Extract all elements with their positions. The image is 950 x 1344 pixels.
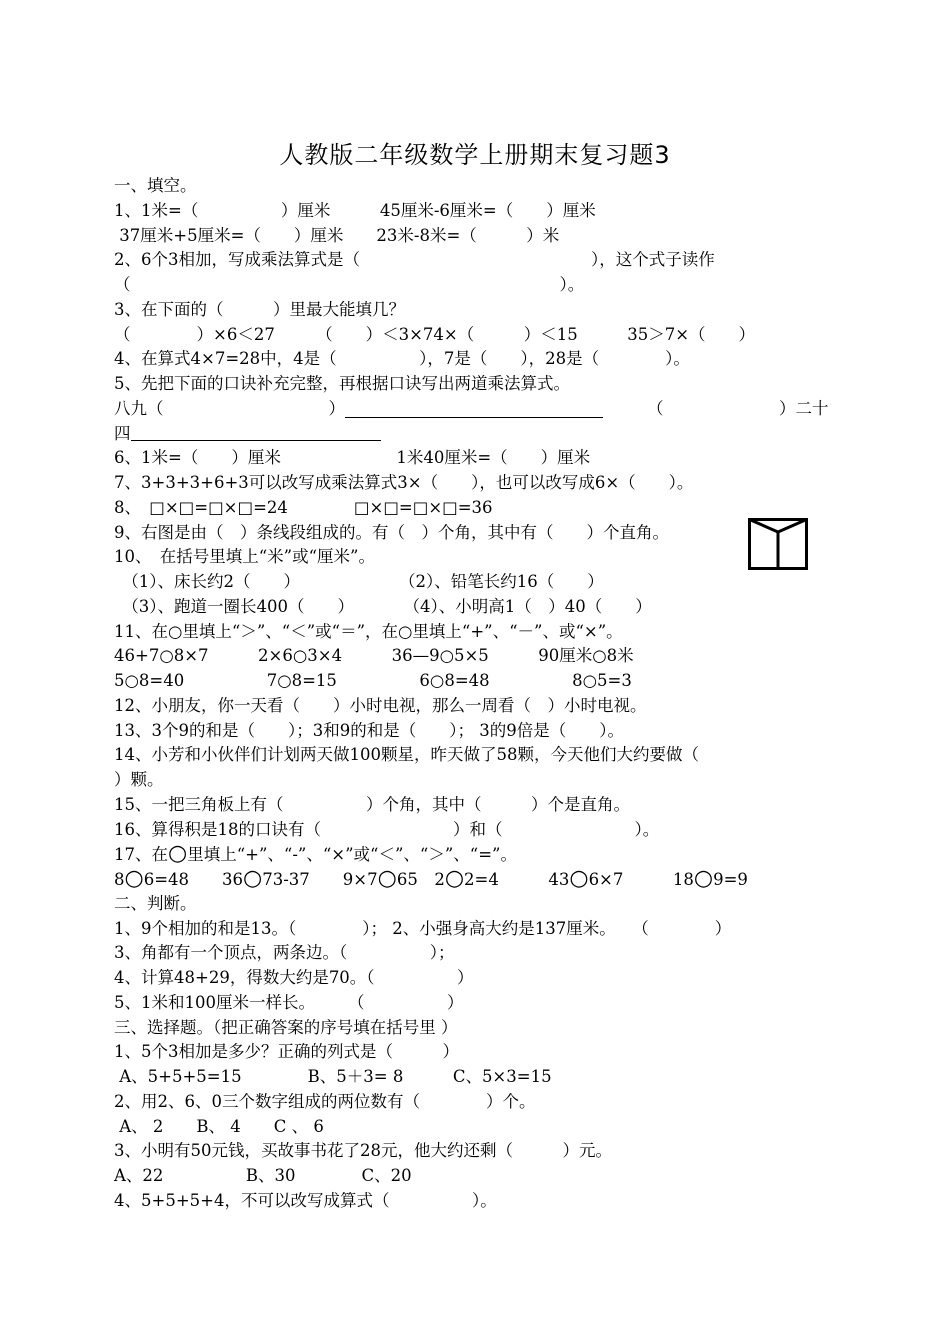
question-line [114, 199, 844, 224]
line-text: （1）、床长约2（ ） （2）、铅笔长约16（ ） [114, 572, 604, 591]
circle-symbol: ○ [124, 866, 144, 891]
line-text: 7、3+3+3+6+3可以改写成乘法算式3×（ ），也可以改写成6×（ ）。 [114, 473, 694, 492]
question-line [114, 496, 844, 521]
question-line [114, 743, 844, 768]
line-text: 6、1米=（ ）厘米 1米40厘米=（ ）厘米 [114, 448, 591, 468]
question-line [114, 991, 844, 1016]
line-text: A、 2 B、 4 C 、 6 [114, 1116, 324, 1136]
line-text: 9=9 [713, 870, 748, 889]
question-line [114, 521, 844, 546]
question-line [114, 966, 844, 991]
question-line [114, 570, 844, 595]
line-text: A、22 B、30 C、20 [114, 1166, 412, 1185]
line-text: 2、6个3相加，写成乘法算式是（ ），这个式子读作 [114, 250, 715, 270]
line-text: 9、右图是由（ ）条线段组成的。有（ ）个角，其中有（ ）个直角。 [114, 522, 669, 542]
circle-symbol: ○ [168, 841, 188, 867]
question-line [114, 1139, 844, 1164]
line-text: 46+7○8×7 2×6○3×4 36—9○5×5 90厘米○8米 [114, 646, 634, 666]
question-line [114, 719, 844, 744]
circle-symbol: ○ [444, 866, 465, 891]
question-line [114, 422, 844, 447]
question-line [114, 323, 844, 348]
line-text: 1、5个3相加是多少？正确的列式是（ ） [114, 1042, 459, 1062]
question-line [114, 1090, 844, 1115]
line-text: 5○8=40 7○8=15 6○8=48 8○5=3 [114, 671, 632, 690]
question-line [114, 818, 844, 843]
line-text: 3、小明有50元钱，买故事书花了28元，他大约还剩（ ）元。 [114, 1141, 612, 1161]
line-text: 2、用2、6、0三个数字组成的两位数有（ ）个。 [114, 1091, 536, 1111]
line-text: 11、在○里填上“＞”、“＜”或“＝”，在○里填上“+”、“－”、或“×”。 [114, 621, 623, 641]
line-text: 8 [114, 870, 125, 889]
line-text: 4、在算式4×7=28中，4是（ ），7是（ ），28是（ ）。 [114, 349, 690, 369]
question-line [114, 1115, 844, 1140]
line-text: 37厘米+5厘米=（ ）厘米 23米-8米=（ ）米 [114, 225, 560, 245]
question-line [114, 471, 844, 496]
question-line [114, 694, 844, 719]
question-line [114, 224, 844, 249]
line-text: 8、 □×□=□×□=24 □×□=□×□=36 [114, 497, 493, 517]
line-text: 10、 在括号里填上“米”或“厘米”。 [114, 547, 375, 567]
question-line [114, 347, 844, 372]
line-text: 73-37 9×7 [262, 870, 378, 889]
line-text: 八九（ ） [114, 398, 345, 418]
question-line [114, 768, 844, 793]
question-line [114, 545, 844, 570]
question-line [114, 446, 844, 471]
line-text: 12、小朋友，你一天看（ ）小时电视，那么一周看（ ）小时电视。 [114, 695, 647, 715]
question-line [114, 941, 844, 966]
line-text: 6×7 18 [588, 870, 694, 889]
line-text: 6=48 36 [143, 870, 244, 889]
page-title: 人教版二年级数学上册期末复习题3 [279, 141, 671, 169]
line-text: 1、1米=（ ）厘米 45厘米-6厘米=（ ）厘米 [114, 200, 596, 220]
circle-symbol: ○ [377, 866, 397, 891]
line-text: ）颗。 [114, 770, 164, 789]
question-line [114, 174, 844, 199]
question-line [114, 620, 844, 645]
answer-blank [345, 399, 603, 418]
line-text: 5、1米和100厘米一样长。 （ ） [114, 992, 464, 1012]
line-text: 17、在 [114, 845, 168, 865]
question-line [114, 1065, 844, 1090]
line-text: 5、先把下面的口诀补充完整，再根据口诀写出两道乘法算式。 [114, 374, 570, 393]
line-text: （ ）二十 [647, 398, 829, 418]
question-line [114, 669, 844, 694]
line-text: 一、填空。 [114, 176, 197, 195]
line-text: 4、5+5+5+4，不可以改写成算式（ ）。 [114, 1190, 497, 1210]
question-line [114, 273, 844, 298]
line-text: 3、角都有一个顶点，两条边。（ ）； [114, 943, 455, 963]
question-line [114, 842, 844, 867]
line-text: （ ）×6＜27 （ ）＜3×74×（ ）＜15 35＞7×（ ） [114, 324, 756, 344]
line-text: 里填上“+”、“-”、“×”或“＜”、“＞”、“=”。 [187, 845, 517, 865]
line-text: 4、计算48+29，得数大约是70。（ ） [114, 968, 474, 987]
line-text: （ ）。 [114, 275, 585, 294]
question-line [114, 372, 844, 397]
line-text: 13、3个9的和是（ ）；3和9的和是（ ）； 3的9倍是（ ）。 [114, 720, 624, 740]
answer-blank [131, 422, 381, 441]
line-text: A、5+5+5=15 B、5＋3= 8 C、5×3=15 [114, 1067, 552, 1086]
line-text: 1、9个相加的和是13。（ ）； 2、小强身高大约是137厘米。 （ ） [114, 918, 732, 938]
circle-symbol: ○ [693, 866, 714, 891]
question-line [114, 644, 844, 669]
question-line [114, 867, 844, 892]
question-line [114, 1164, 844, 1189]
question-line [114, 1040, 844, 1065]
circle-symbol: ○ [569, 866, 589, 891]
line-text: 四 [114, 423, 131, 443]
line-text: 三、选择题。（把正确答案的序号填在括号里 ） [114, 1017, 458, 1037]
question-line [114, 892, 844, 917]
question-line [114, 248, 844, 273]
question-line [114, 917, 844, 942]
question-line [114, 397, 844, 422]
question-line [114, 1189, 844, 1214]
line-segment-figure [748, 518, 808, 570]
line-text: 二、判断。 [114, 893, 197, 913]
circle-symbol: ○ [243, 866, 263, 891]
line-text: 3、在下面的（ ）里最大能填几？ [114, 299, 405, 319]
question-line [114, 793, 844, 818]
line-text: 14、小芳和小伙伴们计划两天做100颗星，昨天做了58颗，今天他们大约要做（ [114, 745, 699, 765]
line-text: 2=4 43 [464, 870, 570, 889]
question-line [114, 595, 844, 620]
line-text: 16、算得积是18的口诀有（ ）和（ ）。 [114, 819, 660, 839]
line-text: 15、一把三角板上有（ ）个角，其中（ ）个是直角。 [114, 794, 630, 814]
question-line [114, 1016, 844, 1041]
question-line [114, 298, 844, 323]
line-text: 65 2 [396, 870, 445, 889]
line-text: （3）、跑道一圈长400（ ） （4）、小明高1（ ）40（ ） [114, 596, 652, 616]
